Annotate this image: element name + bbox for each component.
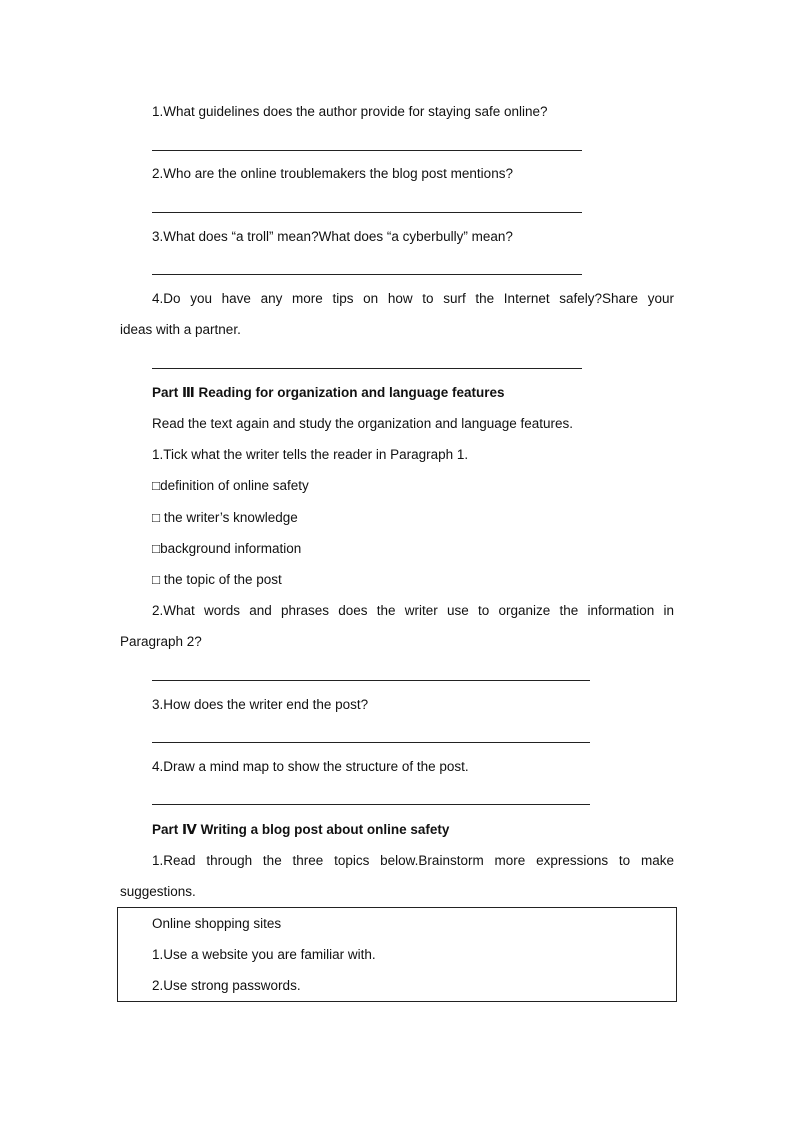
- checkbox-option-1[interactable]: □definition of online safety: [152, 478, 309, 493]
- answer-line-1[interactable]: [152, 150, 582, 151]
- answer-line-4[interactable]: [152, 368, 582, 369]
- part4-question-1-line-2: suggestions.: [120, 884, 196, 899]
- part3-question-1: 1.Tick what the writer tells the reader in Paragraph 1.: [152, 447, 469, 462]
- checkbox-option-2[interactable]: □ the writer’s knowledge: [152, 510, 298, 525]
- part3-question-2-line-1: 2.What words and phrases does the writer use to organize the information in: [152, 603, 674, 618]
- topic-box-item-2: 2.Use strong passwords.: [152, 978, 301, 993]
- question-2: 2.Who are the online troublemakers the blog post mentions?: [152, 166, 513, 181]
- checkbox-option-3[interactable]: □background information: [152, 541, 302, 556]
- question-1: 1.What guidelines does the author provide for staying safe online?: [152, 104, 548, 119]
- part3-answer-line-2[interactable]: [152, 680, 590, 681]
- checkbox-option-4[interactable]: □ the topic of the post: [152, 572, 282, 587]
- part3-answer-line-4[interactable]: [152, 804, 590, 805]
- part4-question-1-line-1: 1.Read through the three topics below.Brainstorm more expressions to make: [152, 853, 674, 868]
- question-4-line-1: 4.Do you have any more tips on how to surf the Internet safely?Share your: [152, 291, 674, 306]
- part3-question-4: 4.Draw a mind map to show the structure of the post.: [152, 759, 469, 774]
- answer-line-2[interactable]: [152, 212, 582, 213]
- topic-box-title: Online shopping sites: [152, 916, 282, 931]
- part3-heading: Part Ⅲ Reading for organization and language features: [152, 385, 505, 400]
- part3-answer-line-3[interactable]: [152, 742, 590, 743]
- topic-box-item-1: 1.Use a website you are familiar with.: [152, 947, 376, 962]
- question-4-line-2: ideas with a partner.: [120, 322, 241, 337]
- question-3: 3.What does “a troll” mean?What does “a cyberbully” mean?: [152, 229, 513, 244]
- answer-line-3[interactable]: [152, 274, 582, 275]
- part3-question-3: 3.How does the writer end the post?: [152, 697, 369, 712]
- part4-heading: Part Ⅳ Writing a blog post about online safety: [152, 822, 450, 837]
- part3-instruction: Read the text again and study the organization and language features.: [152, 416, 574, 431]
- part3-question-2-line-2: Paragraph 2?: [120, 634, 202, 649]
